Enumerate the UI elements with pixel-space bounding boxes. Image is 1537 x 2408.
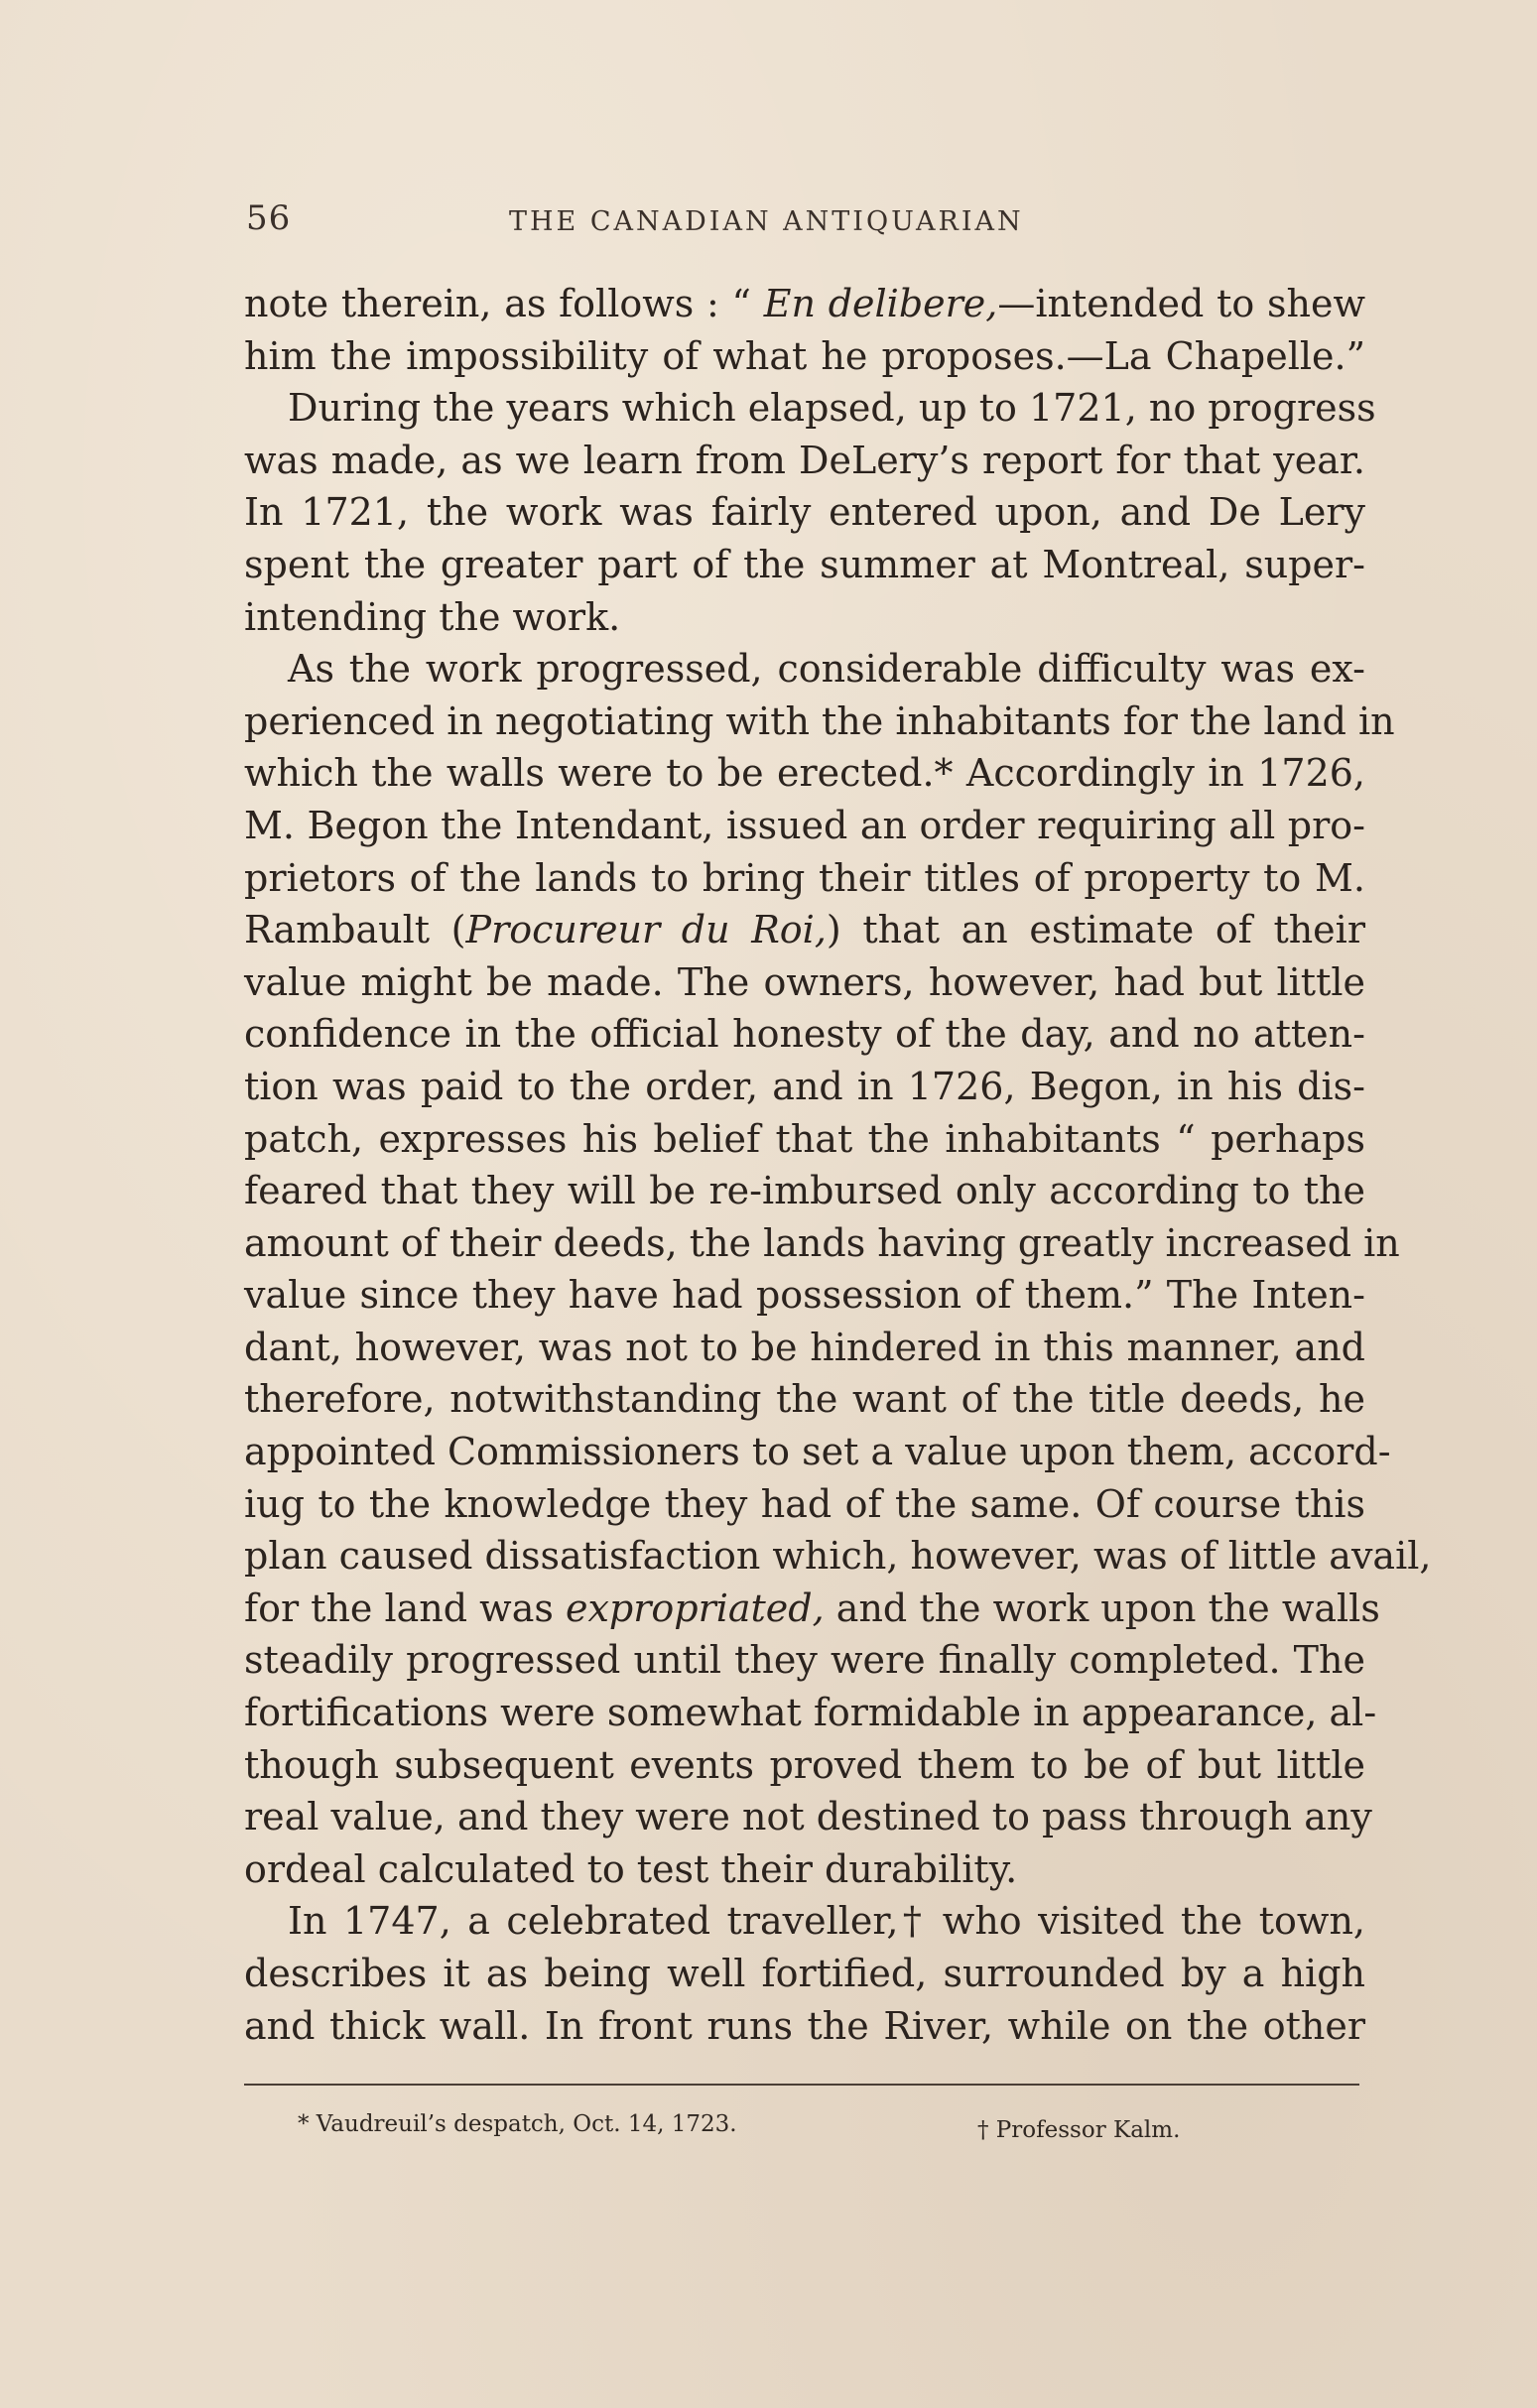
- text-segment: In 1721, the work was fairly entered upon, and De Lery: [244, 490, 1365, 535]
- text-line: [244, 1791, 1372, 1843]
- text-line: [244, 1583, 1380, 1635]
- italic-phrase: expropriated,: [565, 1585, 825, 1630]
- text-line: [244, 278, 1365, 330]
- text-line: [244, 1113, 1365, 1166]
- text-line: [244, 1843, 1365, 1896]
- text-line: [244, 1217, 1400, 1270]
- text-line: [244, 1061, 1365, 1113]
- page-header: [246, 198, 1109, 248]
- footnote-vaudreuil: * Vaudreuil’s despatch, Oct. 14, 1723.: [298, 2111, 737, 2137]
- text-segment: and thick wall. In front runs the River, while on the other: [244, 2003, 1365, 2048]
- text-segment: was made, as we learn from DeLery’s report for that year.: [244, 438, 1365, 482]
- text-line: [244, 956, 1365, 1009]
- text-segment: for the land was: [244, 1585, 566, 1630]
- text-line: [244, 800, 1365, 852]
- text-segment: tion was paid to the order, and in 1726, Begon, in his dis-: [244, 1064, 1365, 1108]
- text-segment: —intended to shew: [997, 282, 1366, 325]
- text-segment: real value, and they were not destined to pass through any: [244, 1795, 1372, 1839]
- text-line: [244, 1165, 1365, 1217]
- text-segment: and the work upon the walls: [824, 1585, 1380, 1630]
- text-segment: patch, expresses his belief that the inhabitants “ perhaps: [244, 1116, 1365, 1161]
- text-line: [244, 1008, 1365, 1061]
- text-segment: prietors of the lands to bring their titles of property to M.: [244, 855, 1365, 900]
- text-line: [244, 1322, 1365, 1374]
- text-line: [244, 904, 1365, 956]
- text-segment: confidence in the official honesty of the day, and no atten-: [244, 1012, 1365, 1057]
- text-line: [244, 1948, 1365, 2000]
- text-line: [244, 486, 1365, 539]
- footnote-kalm: † Professor Kalm.: [977, 2117, 1181, 2143]
- text-line: [244, 435, 1365, 487]
- page-number: 56: [246, 198, 292, 238]
- text-segment: amount of their deeds, the lands having greatly increased in: [244, 1220, 1400, 1265]
- text-line: [244, 1426, 1391, 1478]
- text-segment: perienced in negotiating with the inhabitants for the land in: [244, 698, 1395, 743]
- text-line: [244, 643, 1365, 696]
- text-line: [244, 1530, 1432, 1583]
- text-segment: ) that an estimate of their: [826, 908, 1365, 952]
- text-segment: though subsequent events proved them to be of but little: [244, 1742, 1365, 1787]
- footnote-divider: [244, 2084, 1359, 2086]
- text-segment: him the impossibility of what he proposes.—La Chapelle.”: [244, 333, 1365, 378]
- text-segment: describes it as being well fortified, surrounded by a high: [244, 1952, 1365, 1995]
- text-line: [244, 1895, 1365, 1948]
- text-line: [244, 1634, 1365, 1687]
- text-segment: spent the greater part of the summer at Montreal, super-: [244, 542, 1365, 586]
- text-segment: steadily progressed until they were finally completed. The: [244, 1638, 1365, 1683]
- text-line: [244, 1269, 1365, 1322]
- body-text: [244, 278, 1432, 2052]
- text-segment: iug to the knowledge they had of the same. Of course this: [244, 1481, 1365, 1526]
- text-segment: appointed Commissioners to set a value upon them, accord-: [244, 1430, 1391, 1474]
- text-segment: value might be made. The owners, however, had but little: [244, 959, 1365, 1004]
- text-segment: ordeal calculated to test their durability.: [244, 1846, 1018, 1891]
- text-segment: therefore, notwithstanding the want of the title deeds, he: [244, 1377, 1365, 1422]
- text-segment: plan caused dissatisfaction which, however, was of little avail,: [244, 1534, 1432, 1579]
- text-line: [244, 1687, 1377, 1739]
- text-line: [244, 330, 1365, 383]
- text-segment: As the work progressed, considerable difficulty was ex-: [288, 647, 1365, 692]
- text-line: [244, 852, 1365, 905]
- text-segment: Rambault (: [244, 908, 466, 952]
- text-line: [244, 747, 1365, 800]
- text-segment: In 1747, a celebrated traveller,† who visited the town,: [288, 1899, 1365, 1944]
- text-segment: intending the work.: [244, 594, 621, 639]
- text-segment: value since they have had possession of them.” The Inten-: [244, 1273, 1365, 1318]
- text-line: [244, 2000, 1365, 2053]
- text-line: [244, 539, 1365, 591]
- text-segment: dant, however, was not to be hindered in this manner, and: [244, 1325, 1365, 1369]
- text-line: [244, 382, 1376, 435]
- text-line: [244, 1373, 1365, 1426]
- text-line: [244, 696, 1395, 748]
- running-title: THE CANADIAN ANTIQUARIAN: [509, 206, 1024, 237]
- text-segment: fortifications were somewhat formidable in appearance, al-: [244, 1691, 1377, 1735]
- text-line: [244, 1478, 1365, 1531]
- italic-phrase: En delibere,: [763, 282, 998, 325]
- text-segment: feared that they will be re-imbursed only according to the: [244, 1169, 1365, 1213]
- text-segment: which the walls were to be erected.* Accordingly in 1726,: [244, 751, 1365, 796]
- text-line: [244, 591, 1365, 644]
- italic-phrase: Procureur du Roi,: [465, 908, 827, 952]
- text-segment: note therein, as follows : “: [244, 282, 764, 325]
- text-segment: M. Begon the Intendant, issued an order requiring all pro-: [244, 803, 1365, 847]
- text-segment: During the years which elapsed, up to 1721, no progress: [288, 386, 1376, 431]
- text-line: [244, 1739, 1365, 1792]
